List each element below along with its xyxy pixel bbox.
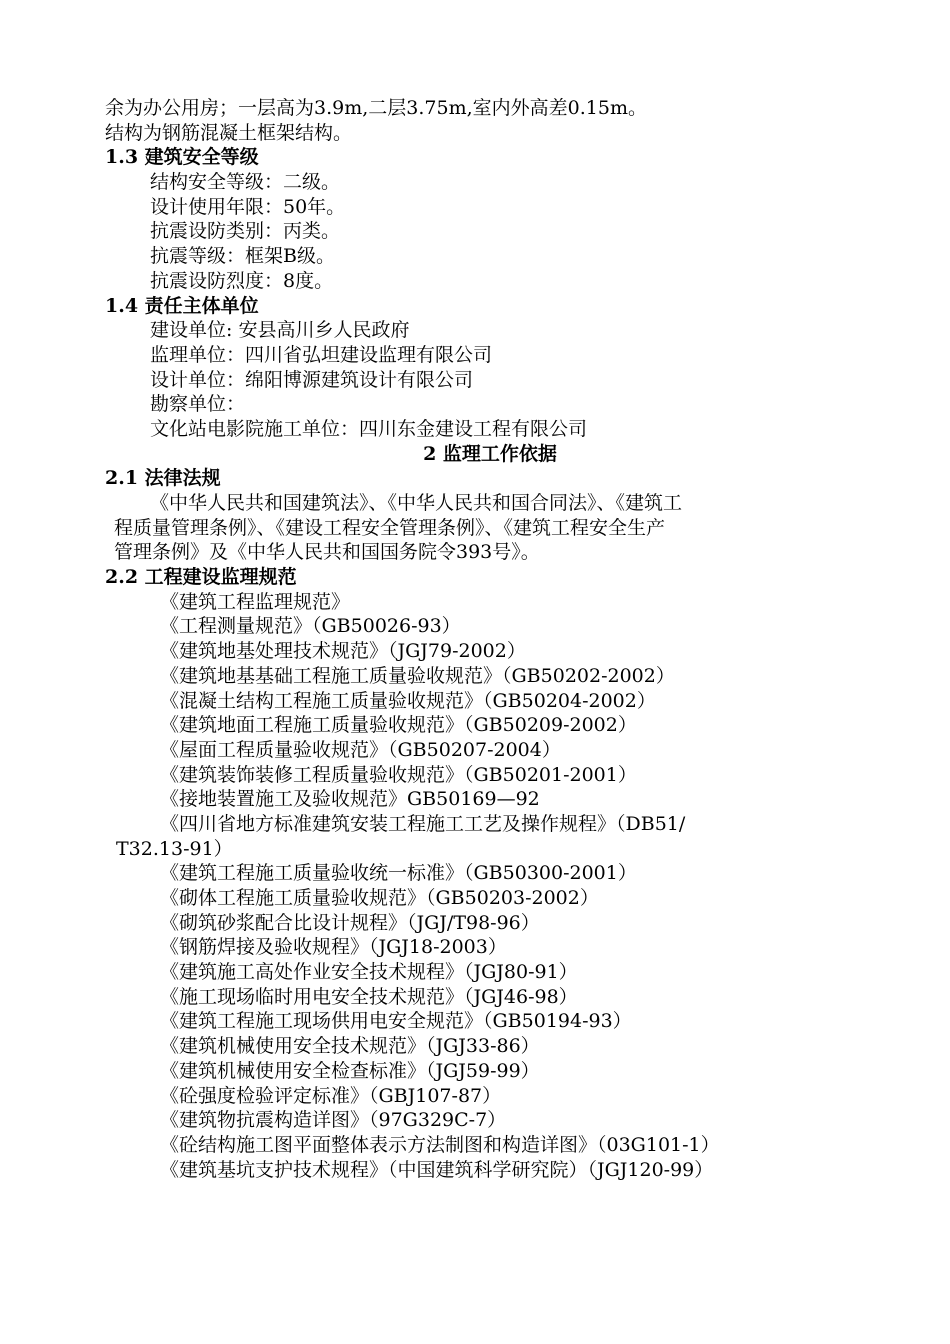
standard-item: 《建筑基坑支护技术规程》（中国建筑科学研究院）（JGJ120-99） (160, 1158, 714, 1181)
section-heading-1-3: 1.3 建筑安全等级 (105, 146, 259, 169)
standard-item: 《接地装置施工及验收规范》GB50169—92 (160, 788, 540, 811)
safety-item: 抗震设防烈度：8度。 (150, 269, 334, 292)
section-heading-2-1: 2.1 法律法规 (105, 467, 221, 490)
section-heading-2-2: 2.2 工程建设监理规范 (105, 566, 297, 589)
intro-line-2: 结构为钢筋混凝土框架结构。 (105, 121, 353, 144)
standard-item: 《建筑工程监理规范》 (160, 590, 351, 613)
standard-item: 《建筑地面工程施工质量验收规范》（GB50209-2002） (160, 714, 637, 737)
party-item: 勘察单位： (150, 393, 246, 416)
intro-line-1: 余为办公用房；一层高为3.9m,二层3.75m,室内外高差0.15m。 (105, 97, 647, 119)
party-item: 建设单位: 安县高川乡人民政府 (150, 319, 410, 342)
standard-item: 《工程测量规范》（GB50026-93） (160, 615, 461, 638)
laws-paragraph-line: 管理条例》及《中华人民共和国国务院令393号》。 (114, 541, 540, 564)
standard-item: 《建筑物抗震构造详图》（97G329C-7） (160, 1109, 507, 1132)
standard-item: 《建筑工程施工现场供用电安全规范》（GB50194-93） (160, 1010, 632, 1033)
standard-item: 《施工现场临时用电安全技术规范》（JGJ46-98） (160, 985, 578, 1008)
safety-item: 设计使用年限：50年。 (150, 195, 346, 218)
standard-item-wrap: T32.13-91） (116, 837, 233, 860)
party-item: 监理单位：四川省弘坦建设监理有限公司 (150, 343, 493, 366)
standard-item: 《砌体工程施工质量验收规范》（GB50203-2002） (160, 887, 599, 909)
safety-item: 抗震设防类别：丙类。 (150, 220, 341, 243)
standard-item: 《四川省地方标准建筑安装工程施工工艺及操作规程》（DB51/ (160, 812, 686, 835)
standard-item: 《砼结构施工图平面整体表示方法制图和构造详图》（03G101-1） (160, 1133, 720, 1156)
laws-paragraph-line: 程质量管理条例》、《建设工程安全管理条例》、《建筑工程安全生产 (114, 516, 666, 539)
party-item: 文化站电影院施工单位：四川东金建设工程有限公司 (150, 417, 588, 440)
standard-item: 《建筑机械使用安全检查标准》（JGJ59-99） (160, 1059, 540, 1082)
standard-item: 《建筑装饰装修工程质量验收规范》（GB50201-2001） (160, 763, 637, 786)
standard-item: 《混凝土结构工程施工质量验收规范》（GB50204-2002） (160, 689, 656, 712)
chapter-title: 2 监理工作依据 (423, 442, 557, 465)
standard-item: 《建筑地基基础工程施工质量验收规范》（GB50202-2002） (160, 664, 675, 687)
standard-item: 《建筑工程施工质量验收统一标准》（GB50300-2001） (160, 862, 637, 885)
document-page (0, 96, 950, 1182)
standard-item: 《钢筋焊接及验收规程》（JGJ18-2003） (160, 936, 507, 959)
party-item: 设计单位：绵阳博源建筑设计有限公司 (150, 368, 474, 391)
standard-item: 《建筑机械使用安全技术规范》（JGJ33-86） (160, 1035, 540, 1058)
standard-item: 《屋面工程质量验收规范》（GB50207-2004） (160, 738, 561, 761)
section-heading-1-4: 1.4 责任主体单位 (105, 294, 259, 317)
safety-item: 结构安全等级：二级。 (150, 171, 341, 194)
standard-item: 《砌筑砂浆配合比设计规程》（JGJ/T98-96） (160, 911, 540, 934)
standard-item: 《砼强度检验评定标准》（GBJ107-87） (160, 1084, 502, 1107)
safety-item: 抗震等级：框架B级。 (150, 245, 335, 268)
standard-item: 《建筑地基处理技术规范》（JGJ79-2002） (160, 640, 526, 663)
standard-item: 《建筑施工高处作业安全技术规程》（JGJ80-91） (160, 961, 578, 984)
laws-paragraph-line: 《中华人民共和国建筑法》、《中华人民共和国合同法》、《建筑工 (150, 492, 683, 514)
